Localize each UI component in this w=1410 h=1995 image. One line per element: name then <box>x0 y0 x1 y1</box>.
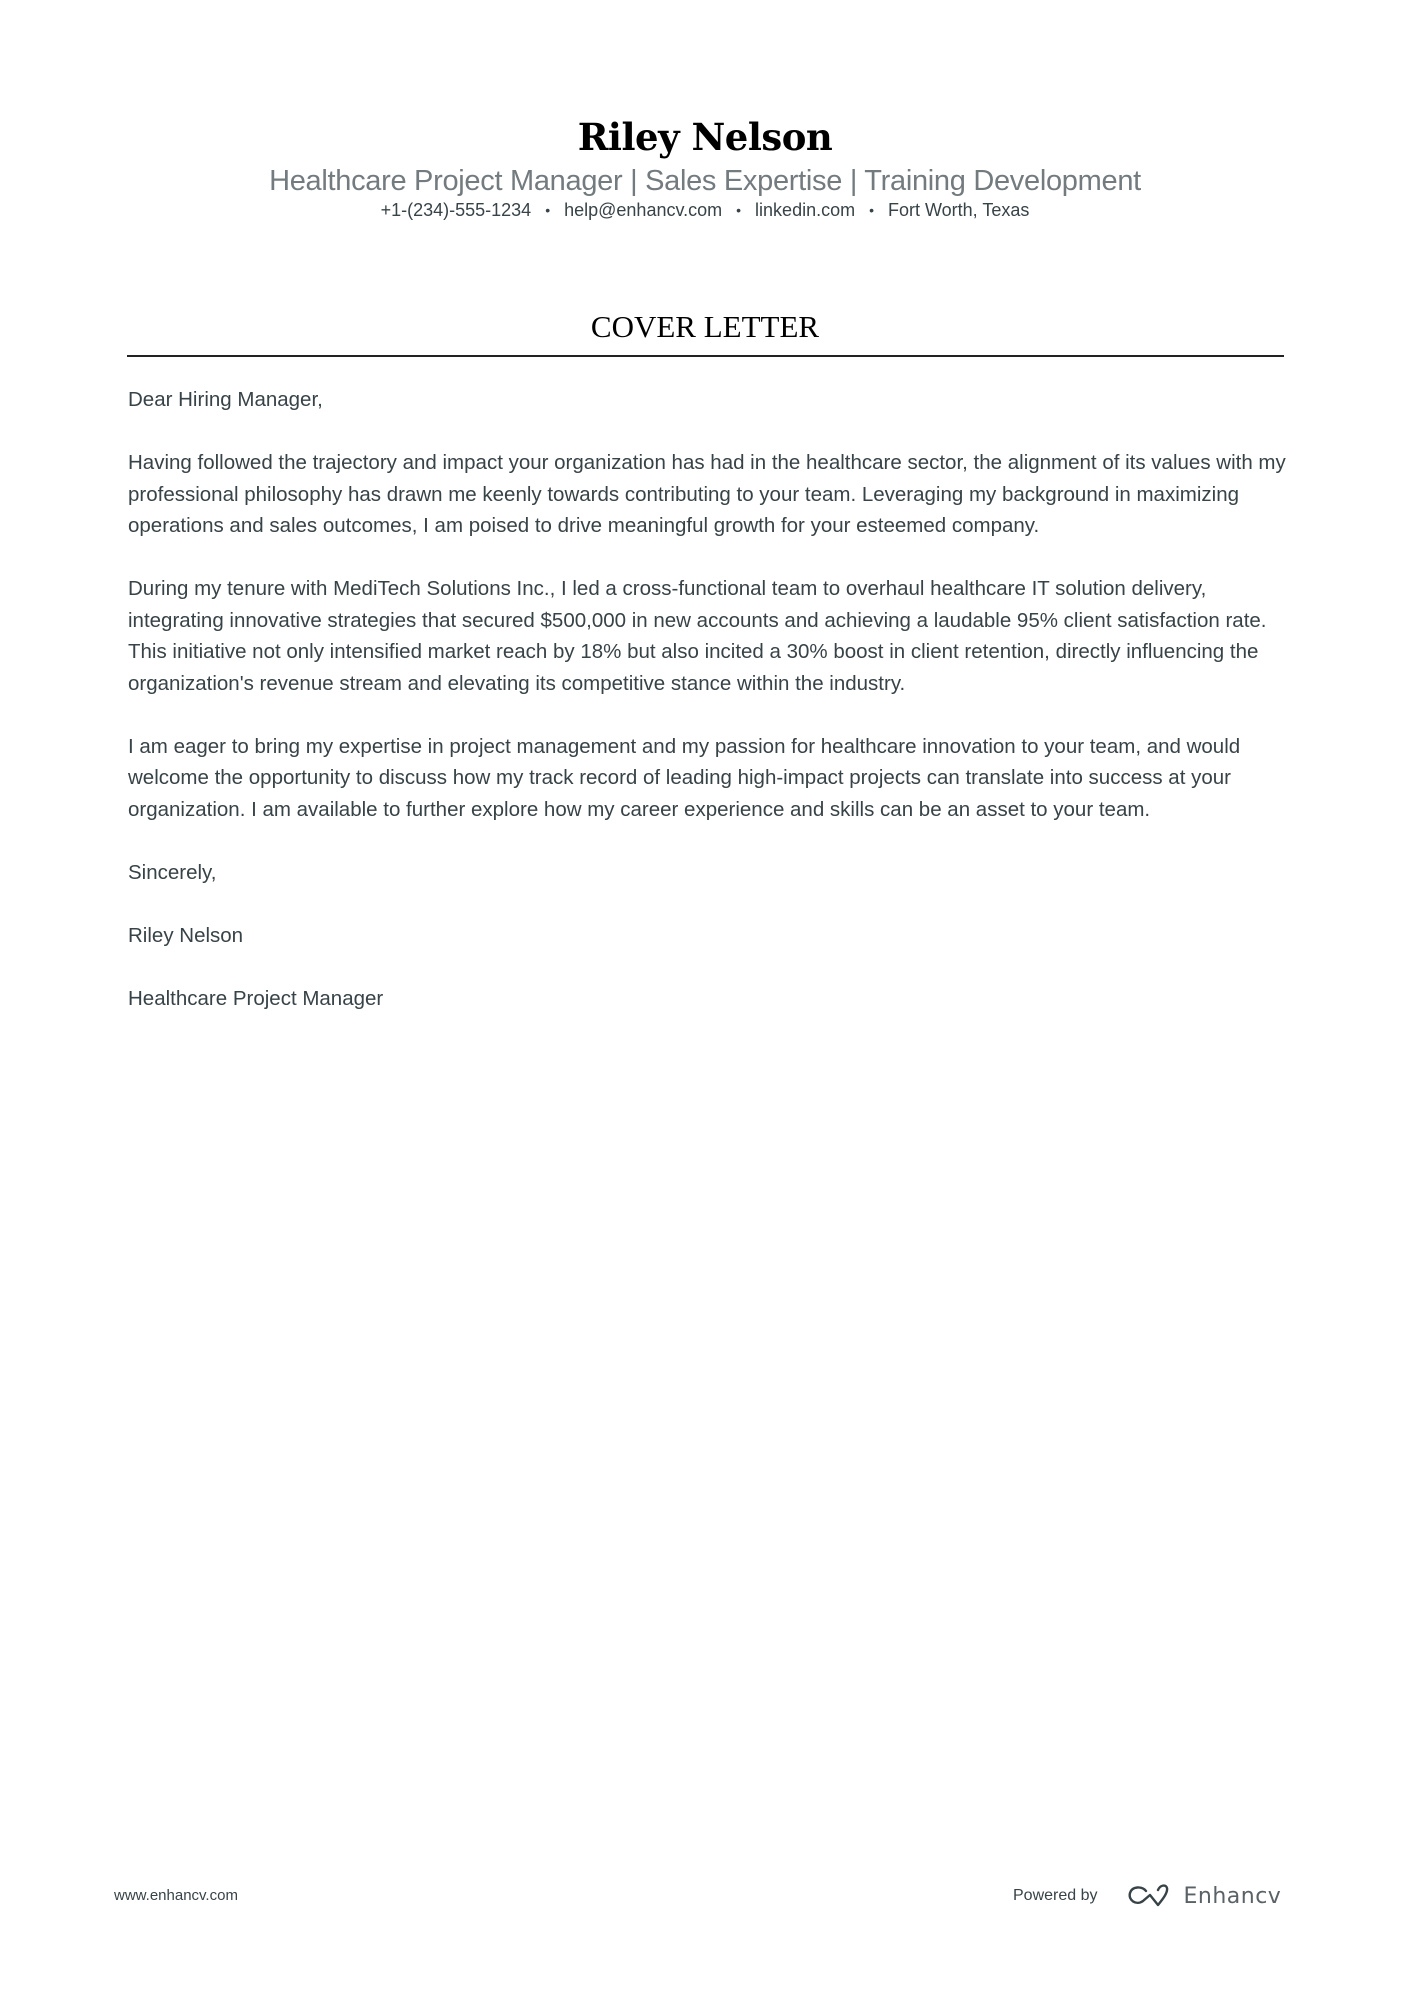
contact-location: Fort Worth, Texas <box>888 200 1030 220</box>
footer-website-link[interactable]: www.enhancv.com <box>114 1887 238 1904</box>
contact-phone: +1-(234)-555-1234 <box>380 200 532 220</box>
footer-branding[interactable] <box>1013 1880 1281 1912</box>
applicant-headline: Healthcare Project Manager | Sales Expertise | Training Development <box>269 165 1141 197</box>
applicant-name: Riley Nelson <box>577 115 833 159</box>
powered-by-label: Powered by <box>1013 1887 1098 1904</box>
contact-info-row <box>0 198 1410 222</box>
contact-email[interactable]: help@enhancv.com <box>564 200 723 220</box>
letter-paragraph-2: During my tenure with MediTech Solutions Inc., I led a cross-functional team to overhaul healthcare IT solution delivery, integrating innovative strategies that secured $500,000 in new accounts and achieving a laudable 95% client satisfaction rate. This initiative not only intensified market reach by 18% but also incited a 30% boost in client retention, directly influencing the organization's revenue stream and elevating its competitive stance within the industry. <box>128 577 1267 695</box>
bullet-separator-icon: • <box>736 202 742 218</box>
enhancv-logo-icon <box>1126 1883 1172 1909</box>
enhancv-brand-name: Enhancv <box>1183 1883 1282 1909</box>
bullet-separator-icon: • <box>869 202 874 218</box>
signature-name: Riley Nelson <box>128 923 244 947</box>
section-title: COVER LETTER <box>590 309 820 344</box>
letter-closing: Sincerely, <box>128 860 217 884</box>
contact-linkedin[interactable]: linkedin.com <box>755 200 856 220</box>
signature-title: Healthcare Project Manager <box>128 986 384 1010</box>
bullet-separator-icon: • <box>545 202 551 218</box>
section-divider <box>127 355 1284 357</box>
letter-body <box>128 384 1288 1046</box>
letter-paragraph-3: I am eager to bring my expertise in project management and my passion for healthcare innovation to your team, and would welcome the opportunity to discuss how my track record of leading high-impact projects can translate into success at your organization. I am available to further explore how my career experience and skills can be an asset to your team. <box>128 734 1241 821</box>
letter-paragraph-1: Having followed the trajectory and impact your organization has had in the healthcare sector, the alignment of its values with my professional philosophy has drawn me keenly towards contributing to your team. Leveraging my background in maximizing operations and sales outcomes, I am poised to drive meaningful growth for your esteemed company. <box>128 451 1286 537</box>
letter-greeting: Dear Hiring Manager, <box>128 388 323 411</box>
